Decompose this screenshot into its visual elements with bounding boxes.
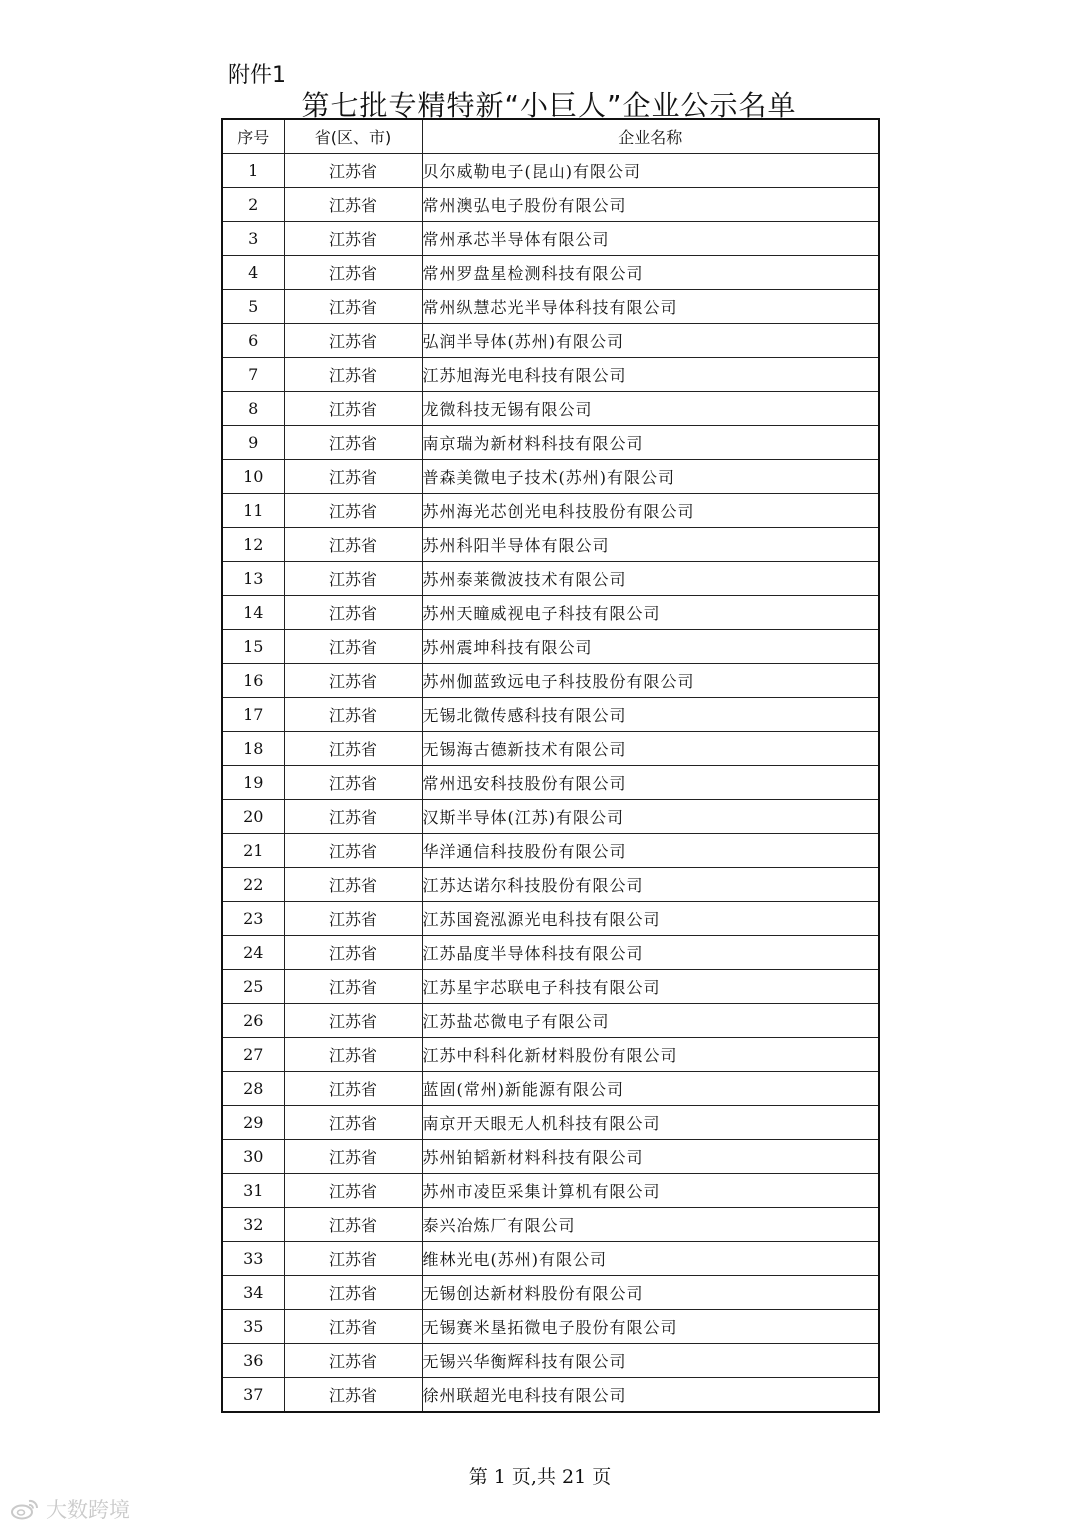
row-number: 24 xyxy=(222,936,284,970)
row-number: 11 xyxy=(222,494,284,528)
table-row xyxy=(222,256,879,290)
row-company-name: 江苏达诺尔科技股份有限公司 xyxy=(422,868,879,902)
row-company-name: 江苏晶度半导体科技有限公司 xyxy=(422,936,879,970)
row-company-name: 苏州海光芯创光电科技股份有限公司 xyxy=(422,494,879,528)
row-company-name: 苏州天瞳威视电子科技有限公司 xyxy=(422,596,879,630)
row-number: 23 xyxy=(222,902,284,936)
row-number: 22 xyxy=(222,868,284,902)
table-row xyxy=(222,1140,879,1174)
row-number: 16 xyxy=(222,664,284,698)
row-province: 江苏省 xyxy=(284,1344,422,1378)
table-row xyxy=(222,562,879,596)
table-row xyxy=(222,358,879,392)
row-number: 33 xyxy=(222,1242,284,1276)
row-number: 8 xyxy=(222,392,284,426)
row-number: 9 xyxy=(222,426,284,460)
row-province: 江苏省 xyxy=(284,936,422,970)
table-row xyxy=(222,1072,879,1106)
row-company-name: 常州纵慧芯光半导体科技有限公司 xyxy=(422,290,879,324)
row-province: 江苏省 xyxy=(284,324,422,358)
row-number: 15 xyxy=(222,630,284,664)
row-company-name: 无锡兴华衡辉科技有限公司 xyxy=(422,1344,879,1378)
row-number: 19 xyxy=(222,766,284,800)
row-number: 1 xyxy=(222,154,284,188)
row-province: 江苏省 xyxy=(284,766,422,800)
column-header-company: 企业名称 xyxy=(422,119,879,154)
row-province: 江苏省 xyxy=(284,392,422,426)
row-province: 江苏省 xyxy=(284,562,422,596)
row-province: 江苏省 xyxy=(284,154,422,188)
row-number: 34 xyxy=(222,1276,284,1310)
table-row xyxy=(222,154,879,188)
table-row xyxy=(222,834,879,868)
row-province: 江苏省 xyxy=(284,1106,422,1140)
row-province: 江苏省 xyxy=(284,1208,422,1242)
row-province: 江苏省 xyxy=(284,630,422,664)
row-province: 江苏省 xyxy=(284,222,422,256)
column-header-province: 省(区、市) xyxy=(284,119,422,154)
row-number: 36 xyxy=(222,1344,284,1378)
row-province: 江苏省 xyxy=(284,800,422,834)
row-company-name: 苏州伽蓝致远电子科技股份有限公司 xyxy=(422,664,879,698)
row-province: 江苏省 xyxy=(284,1242,422,1276)
row-company-name: 徐州联超光电科技有限公司 xyxy=(422,1378,879,1413)
row-province: 江苏省 xyxy=(284,698,422,732)
row-province: 江苏省 xyxy=(284,596,422,630)
row-company-name: 苏州震坤科技有限公司 xyxy=(422,630,879,664)
row-company-name: 常州承芯半导体有限公司 xyxy=(422,222,879,256)
row-number: 17 xyxy=(222,698,284,732)
table-row xyxy=(222,222,879,256)
row-province: 江苏省 xyxy=(284,358,422,392)
row-province: 江苏省 xyxy=(284,494,422,528)
row-province: 江苏省 xyxy=(284,732,422,766)
company-list-table xyxy=(221,118,880,1413)
table-row xyxy=(222,1276,879,1310)
row-number: 10 xyxy=(222,460,284,494)
table-row xyxy=(222,630,879,664)
table-row xyxy=(222,732,879,766)
page-footer: 第 1 页,共 21 页 xyxy=(468,1466,612,1488)
row-company-name: 龙微科技无锡有限公司 xyxy=(422,392,879,426)
row-number: 29 xyxy=(222,1106,284,1140)
row-company-name: 蓝固(常州)新能源有限公司 xyxy=(422,1072,879,1106)
row-number: 4 xyxy=(222,256,284,290)
row-company-name: 无锡海古德新技术有限公司 xyxy=(422,732,879,766)
row-company-name: 江苏中科科化新材料股份有限公司 xyxy=(422,1038,879,1072)
row-province: 江苏省 xyxy=(284,290,422,324)
row-province: 江苏省 xyxy=(284,664,422,698)
row-province: 江苏省 xyxy=(284,1276,422,1310)
table-row xyxy=(222,1310,879,1344)
row-company-name: 普森美微电子技术(苏州)有限公司 xyxy=(422,460,879,494)
watermark xyxy=(10,1494,130,1524)
table-row xyxy=(222,1378,879,1413)
table-row xyxy=(222,868,879,902)
row-company-name: 江苏国瓷泓源光电科技有限公司 xyxy=(422,902,879,936)
row-company-name: 苏州市凌臣采集计算机有限公司 xyxy=(422,1174,879,1208)
row-company-name: 江苏旭海光电科技有限公司 xyxy=(422,358,879,392)
row-company-name: 常州澳弘电子股份有限公司 xyxy=(422,188,879,222)
table-row xyxy=(222,1038,879,1072)
row-company-name: 汉斯半导体(江苏)有限公司 xyxy=(422,800,879,834)
table-row xyxy=(222,1242,879,1276)
row-company-name: 苏州科阳半导体有限公司 xyxy=(422,528,879,562)
row-company-name: 常州迅安科技股份有限公司 xyxy=(422,766,879,800)
table-row xyxy=(222,766,879,800)
row-province: 江苏省 xyxy=(284,1038,422,1072)
row-number: 21 xyxy=(222,834,284,868)
row-company-name: 贝尔威勒电子(昆山)有限公司 xyxy=(422,154,879,188)
row-province: 江苏省 xyxy=(284,1140,422,1174)
row-number: 12 xyxy=(222,528,284,562)
table-row xyxy=(222,1174,879,1208)
row-number: 18 xyxy=(222,732,284,766)
row-number: 28 xyxy=(222,1072,284,1106)
table-row xyxy=(222,1208,879,1242)
row-province: 江苏省 xyxy=(284,1310,422,1344)
table-row xyxy=(222,392,879,426)
table-row xyxy=(222,528,879,562)
row-number: 7 xyxy=(222,358,284,392)
row-province: 江苏省 xyxy=(284,188,422,222)
row-company-name: 维林光电(苏州)有限公司 xyxy=(422,1242,879,1276)
row-number: 26 xyxy=(222,1004,284,1038)
table-row xyxy=(222,1344,879,1378)
table-row xyxy=(222,460,879,494)
table-row xyxy=(222,188,879,222)
row-company-name: 苏州泰莱微波技术有限公司 xyxy=(422,562,879,596)
row-province: 江苏省 xyxy=(284,970,422,1004)
row-province: 江苏省 xyxy=(284,460,422,494)
row-company-name: 南京开天眼无人机科技有限公司 xyxy=(422,1106,879,1140)
table-header-row xyxy=(222,119,879,154)
row-province: 江苏省 xyxy=(284,426,422,460)
row-company-name: 江苏盐芯微电子有限公司 xyxy=(422,1004,879,1038)
weibo-logo-icon xyxy=(10,1498,40,1520)
table-row xyxy=(222,1106,879,1140)
row-number: 25 xyxy=(222,970,284,1004)
row-number: 3 xyxy=(222,222,284,256)
row-company-name: 弘润半导体(苏州)有限公司 xyxy=(422,324,879,358)
row-company-name: 无锡创达新材料股份有限公司 xyxy=(422,1276,879,1310)
table-row xyxy=(222,970,879,1004)
row-number: 35 xyxy=(222,1310,284,1344)
table-row xyxy=(222,902,879,936)
row-province: 江苏省 xyxy=(284,834,422,868)
row-province: 江苏省 xyxy=(284,902,422,936)
row-number: 14 xyxy=(222,596,284,630)
table-row xyxy=(222,1004,879,1038)
table-row xyxy=(222,494,879,528)
row-province: 江苏省 xyxy=(284,528,422,562)
row-number: 6 xyxy=(222,324,284,358)
page-title: 第七批专精特新“小巨人”企业公示名单 xyxy=(301,89,797,122)
row-number: 5 xyxy=(222,290,284,324)
row-company-name: 无锡北微传感科技有限公司 xyxy=(422,698,879,732)
row-company-name: 常州罗盘星检测科技有限公司 xyxy=(422,256,879,290)
table-row xyxy=(222,290,879,324)
row-number: 37 xyxy=(222,1378,284,1413)
row-company-name: 江苏星宇芯联电子科技有限公司 xyxy=(422,970,879,1004)
row-company-name: 无锡赛米垦拓微电子股份有限公司 xyxy=(422,1310,879,1344)
table-row xyxy=(222,664,879,698)
row-number: 27 xyxy=(222,1038,284,1072)
row-company-name: 泰兴冶炼厂有限公司 xyxy=(422,1208,879,1242)
row-province: 江苏省 xyxy=(284,256,422,290)
row-province: 江苏省 xyxy=(284,1378,422,1413)
watermark-text: 大数跨境 xyxy=(46,1498,130,1522)
row-company-name: 华洋通信科技股份有限公司 xyxy=(422,834,879,868)
row-company-name: 南京瑞为新材料科技有限公司 xyxy=(422,426,879,460)
row-number: 30 xyxy=(222,1140,284,1174)
row-number: 20 xyxy=(222,800,284,834)
table-body xyxy=(222,154,879,1413)
row-province: 江苏省 xyxy=(284,1004,422,1038)
table-row xyxy=(222,426,879,460)
table-row xyxy=(222,596,879,630)
row-number: 31 xyxy=(222,1174,284,1208)
row-number: 32 xyxy=(222,1208,284,1242)
row-province: 江苏省 xyxy=(284,1174,422,1208)
table-row xyxy=(222,324,879,358)
table-row xyxy=(222,936,879,970)
row-province: 江苏省 xyxy=(284,868,422,902)
row-province: 江苏省 xyxy=(284,1072,422,1106)
column-header-no: 序号 xyxy=(222,119,284,154)
table-row xyxy=(222,698,879,732)
row-number: 13 xyxy=(222,562,284,596)
attachment-label: 附件1 xyxy=(228,63,286,88)
table-row xyxy=(222,800,879,834)
row-company-name: 苏州铂韬新材料科技有限公司 xyxy=(422,1140,879,1174)
row-number: 2 xyxy=(222,188,284,222)
